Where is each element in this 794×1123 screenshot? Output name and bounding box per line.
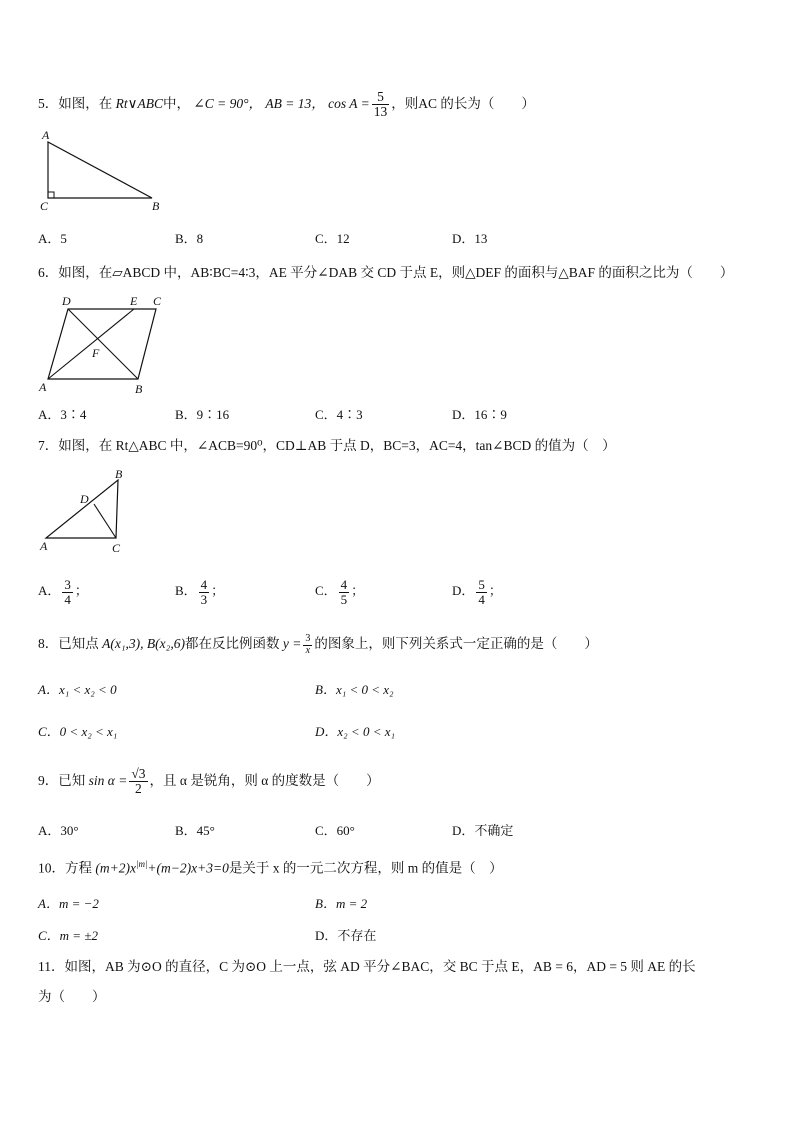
q9-option-d[interactable]: D．不确定 [452,823,514,838]
q5-fraction: $\frac{5}{13}$ [373,89,388,120]
q6-option-d[interactable]: D．16∶9 [452,407,507,422]
q5-number: 5． [38,95,59,111]
q7-label-a: A [40,539,48,553]
q5-figure [38,128,178,218]
q10-option-c[interactable]: C．m = ±2 [38,928,98,943]
q10-number: 10． [38,860,65,876]
q7-figure [38,466,148,556]
q6-stem: 6．如图，在▱ABCD 中，AB∶BC=4∶3，AE 平分∠DAB 交 CD 于点 E，则△DEF 的面积与△BAF 的面积之比为（ ） [38,265,734,280]
q8-stem: 8．已知点 A(x₁,3), B(x₂,6)都在反比例函数 y = $\frac{3}{x}$ 的图象上，则下列关系式一定正确的是（ ） [38,633,598,656]
q5-option-c[interactable]: C．12 [315,231,350,246]
q11-stem-line1: 11．如图，AB 为⊙O 的直径，C 为⊙O 上一点，弦 AD 平分∠BAC，交 BC 于点 E，AB = 6，AD = 5 则 AE 的长 [38,959,696,974]
q6-label-e: E [130,294,138,308]
q7-option-d[interactable]: D． $\frac{5}{4}$ ； [452,577,502,607]
q9-option-c[interactable]: C．60° [315,823,355,838]
q5-label-c: C [40,199,49,213]
q5-option-b[interactable]: B．8 [175,231,204,246]
q7-stem: 7．如图，在 Rt△ABC 中，∠ACB=90⁰，CD⊥AB 于点 D，BC=3，AC=4，tan∠BCD 的值为（ ） [38,438,616,453]
q11-stem-line2: 为（ ） [38,989,106,1004]
q5-label-a: A [42,128,50,142]
q5-option-a[interactable]: A．5 [38,231,67,246]
q11-number: 11． [38,959,65,974]
q8-option-c[interactable]: C．0 < x₂ < x₁ [38,724,118,739]
q9-number: 9． [38,772,59,788]
q6-label-d: D [62,294,71,308]
q10-option-b[interactable]: B．m = 2 [315,896,368,911]
q9-stem: 9．已知 sin α = $\frac{√3}{2}$ ，且 α 是锐角，则 α 的度数是（ ） [38,766,380,797]
q7-option-c[interactable]: C． $\frac{4}{5}$ ； [315,577,365,607]
q6-label-c: C [153,294,162,308]
q10-stem: 10．方程 $(m+2)x^{|m|}+(m-2)x+3=0$是关于 x 的一元二次方程，则 m 的值是（ ） [38,859,503,876]
q6-option-a[interactable]: A．3∶4 [38,407,87,422]
q10-option-d[interactable]: D．不存在 [315,928,377,943]
q6-figure [38,293,178,393]
q6-label-a: A [39,380,47,393]
q7-label-b: B [115,467,123,481]
q9-option-a[interactable]: A．30° [38,823,79,838]
q6-number: 6． [38,265,59,280]
q7-label-d: D [80,492,89,506]
q5-stem: 5．如图，在 Rt∨ABC中， ∠C = 90°， AB = 13， cos A = $\frac{5}{13}$ ，则AC 的长为（ ） [38,89,535,120]
q9-option-b[interactable]: B．45° [175,823,215,838]
q7-option-b[interactable]: B． $\frac{4}{3}$ ； [175,577,225,607]
q8-option-d[interactable]: D．x₂ < 0 < x₁ [315,724,396,739]
q5-option-d[interactable]: D．13 [452,231,488,246]
q10-option-a[interactable]: A．m = −2 [38,896,99,911]
q6-label-b: B [135,382,143,393]
q7-number: 7． [38,438,59,453]
q5-label-b: B [152,199,160,213]
q7-label-c: C [112,541,121,555]
q8-number: 8． [38,636,59,652]
q6-label-f: F [92,346,100,360]
q8-option-a[interactable]: A．x₁ < x₂ < 0 [38,682,117,697]
q6-option-b[interactable]: B．9∶16 [175,407,230,422]
q7-option-a[interactable]: A． $\frac{3}{4}$ ； [38,577,88,607]
q6-option-c[interactable]: C．4∶3 [315,407,363,422]
q8-option-b[interactable]: B．x₁ < 0 < x₂ [315,682,394,697]
